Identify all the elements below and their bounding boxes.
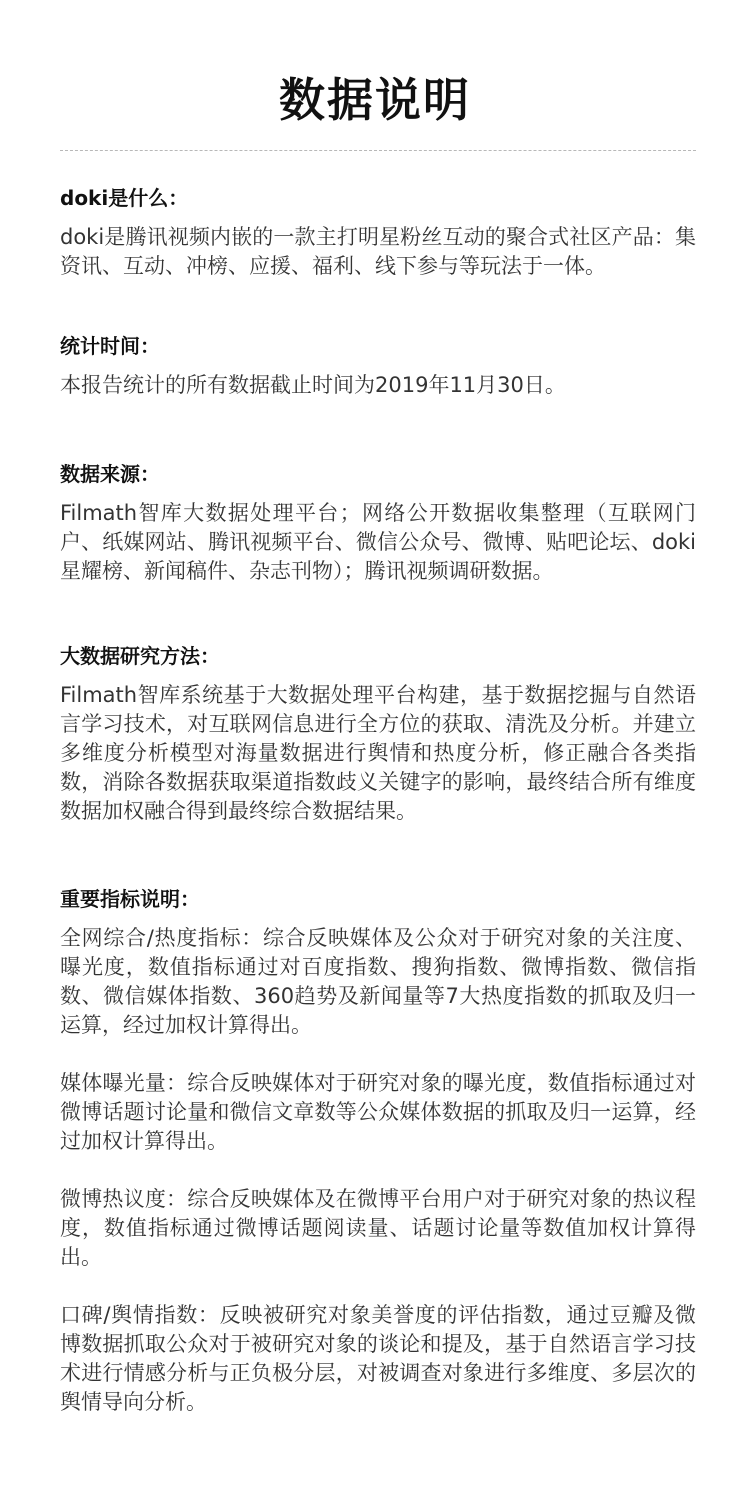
section-heading: 数据来源：	[60, 462, 160, 486]
section-paragraph: Filmath智库系统基于大数据处理平台构建，基于数据挖掘与自然语言学习技术，对互联网信息进行全方位的获取、清洗及分析。并建立多维度分析模型对海量数据进行舆情和热度分析，修正融合各类指数，消除各数据获取渠道指数歧义关键字的影响，最终结合所有维度数据加权融合得到最终综合数据结果。	[60, 683, 696, 823]
page-title: 数据说明	[279, 73, 471, 127]
section-big-data-method	[60, 641, 696, 826]
content-body	[60, 183, 696, 1417]
indicator-reputation-index: 口碑/舆情指数：反映被研究对象美誉度的评估指数，通过豆瓣及微博数据抓取公众对于被研究对象的谈论和提及，基于自然语言学习技术进行情感分析与正负极分层，对被调查对象进行多维度、多层次的舆情导向分析。	[60, 1303, 696, 1414]
indicator-weibo-discussion: 微博热议度：综合反映媒体及在微博平台用户对于研究对象的热议程度，数值指标通过微博话题阅读量、话题讨论量等数值加权计算得出。	[60, 1187, 696, 1269]
section-key-indicators	[60, 884, 696, 1417]
section-heading: doki是什么：	[60, 186, 189, 210]
section-paragraph: doki是腾讯视频内嵌的一款主打明星粉丝互动的聚合式社区产品：集资讯、互动、冲榜、应援、福利、线下参与等玩法于一体。	[60, 225, 696, 278]
section-statistics-time	[60, 331, 696, 400]
section-paragraph: Filmath智库大数据处理平台；网络公开数据收集整理（互联网门户、纸媒网站、腾讯视频平台、微信公众号、微博、贴吧论坛、doki星耀榜、新闻稿件、杂志刊物）；腾讯视频调研数据。	[60, 501, 696, 583]
indicator-heat-index: 全网综合/热度指标：综合反映媒体及公众对于研究对象的关注度、曝光度，数值指标通过对百度指数、搜狗指数、微博指数、微信指数、微信媒体指数、360趋势及新闻量等7大热度指数的抓取及归一运算，经过加权计算得出。	[60, 926, 696, 1037]
section-what-is-doki	[60, 183, 696, 281]
section-heading: 重要指标说明：	[60, 887, 200, 911]
section-data-source	[60, 459, 696, 586]
section-paragraph: 本报告统计的所有数据截止时间为2019年11月30日。	[60, 373, 566, 397]
indicator-media-exposure: 媒体曝光量：综合反映媒体对于研究对象的曝光度，数值指标通过对微博话题讨论量和微信文章数等公众媒体数据的抓取及归一运算，经过加权计算得出。	[60, 1071, 696, 1153]
section-heading: 大数据研究方法：	[60, 644, 220, 668]
section-heading: 统计时间：	[60, 334, 160, 358]
dashed-divider	[60, 150, 696, 151]
